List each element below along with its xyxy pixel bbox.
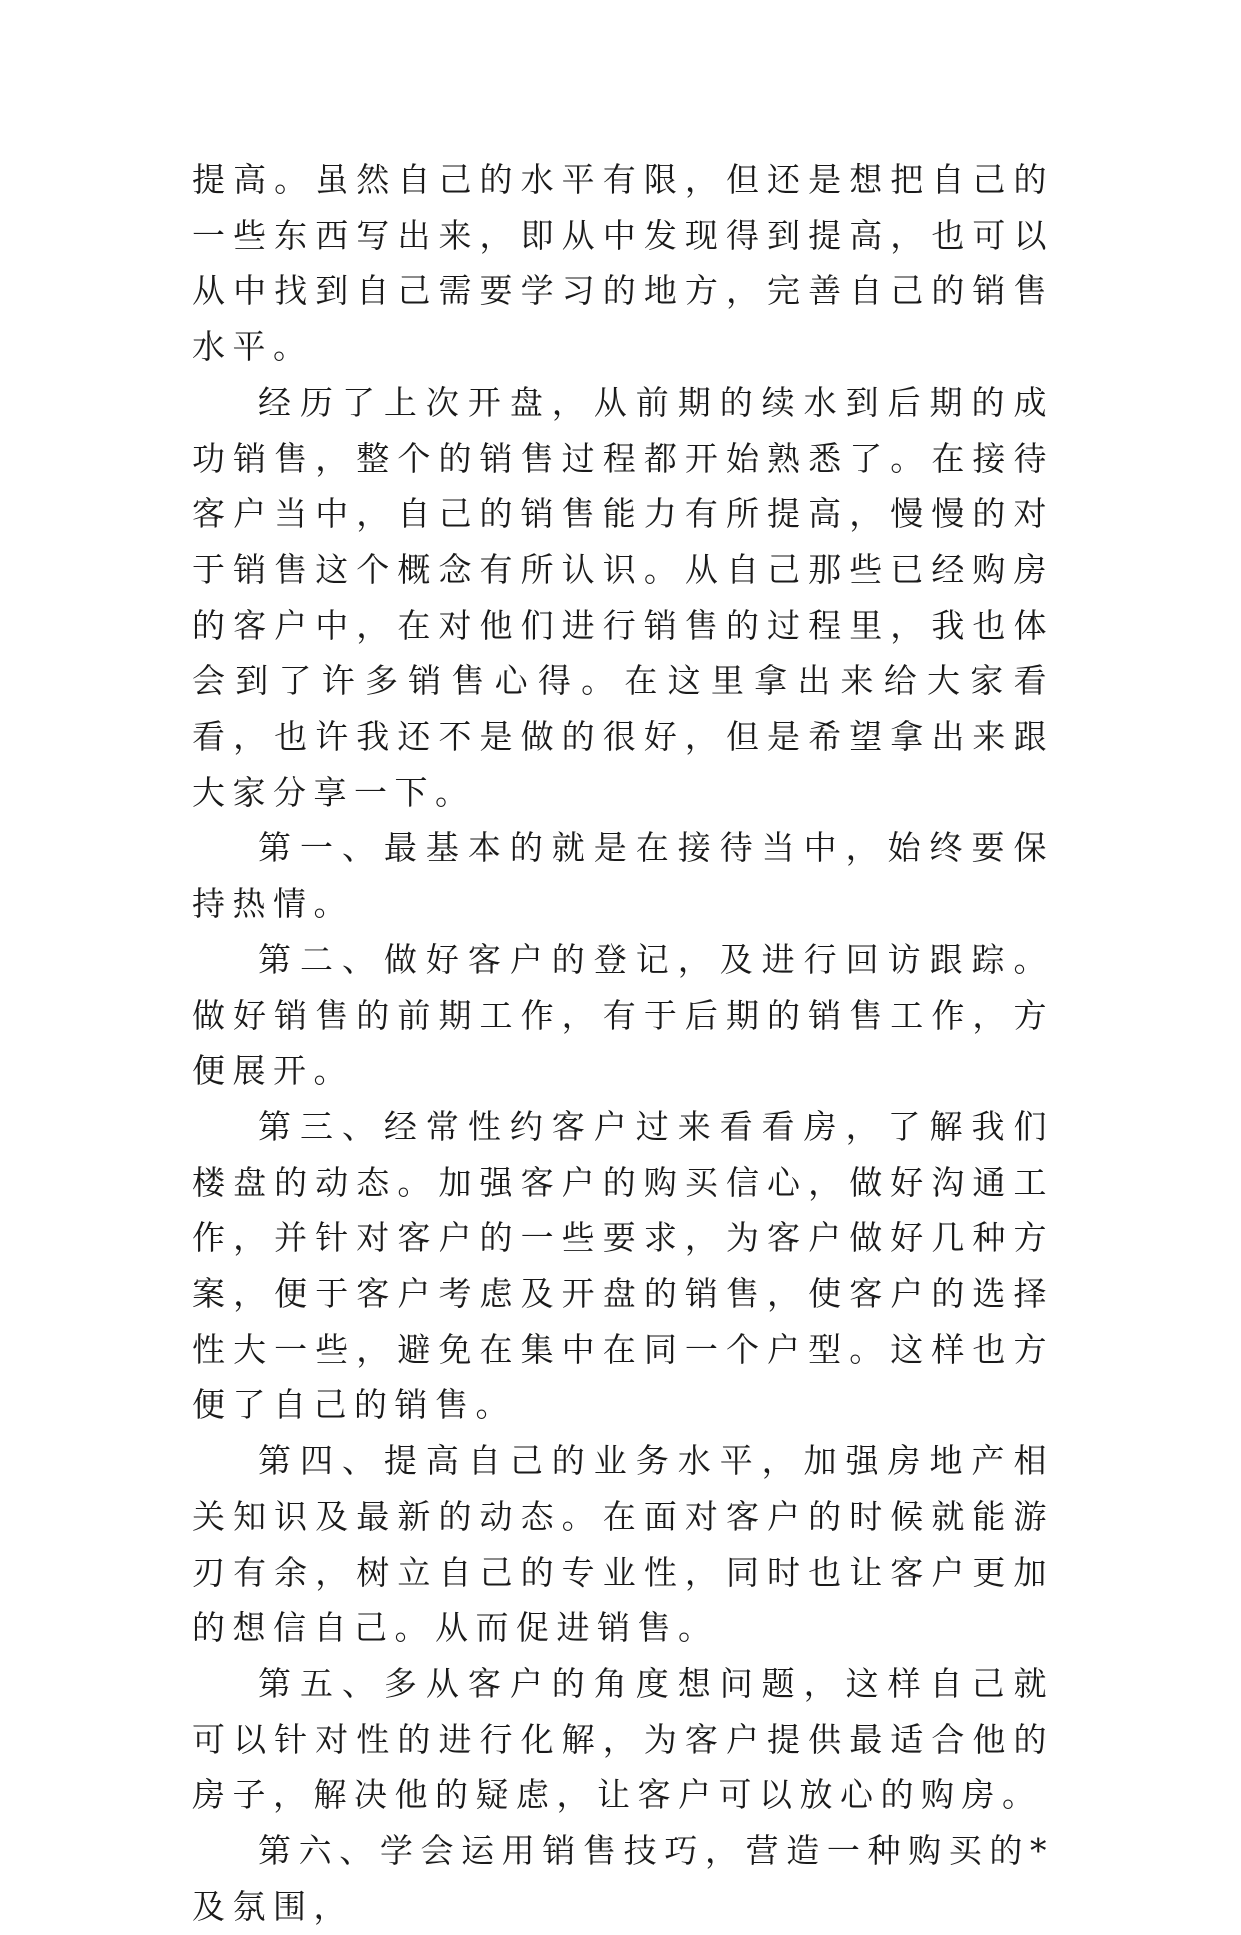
paragraph-1: 提高。虽然自己的水平有限，但还是想把自己的一些东西写出来，即从中发现得到提高，也可以从中找到自己需要学习的地方，完善自己的销售水平。 [192,160,1054,367]
paragraph-2: 经历了上次开盘，从前期的续水到后期的成功销售，整个的销售过程都开始熟悉了。在接待客户当中，自己的销售能力有所提高，慢慢的对于销售这个概念有所认识。从自己那些已经购房的客户中，在对他们进行销售的过程里，我也体会到了许多销售心得。在这里拿出来给大家看看，也许我还不是做的很好，但是希望拿出来跟大家分享一下。 [192,382,1054,812]
paragraph-7: 第五、多从客户的角度想问题，这样自己就可以针对性的进行化解，为客户提供最适合他的房子，解决他的疑虑，让客户可以放心的购房。 [192,1663,1054,1815]
paragraph-6: 第四、提高自己的业务水平，加强房地产相关知识及最新的动态。在面对客户的时候就能游刃有余，树立自己的专业性，同时也让客户更加的想信自己。从而促进销售。 [192,1441,1054,1648]
paragraph-8: 第六、学会运用销售技巧，营造一种购买的*及氛围， [192,1831,1054,1926]
body-text [192,152,1054,1935]
paragraph-4: 第二、做好客户的登记，及进行回访跟踪。做好销售的前期工作，有于后期的销售工作，方便展开。 [192,939,1054,1091]
paragraph-5: 第三、经常性约客户过来看看房，了解我们楼盘的动态。加强客户的购买信心，做好沟通工作，并针对客户的一些要求，为客户做好几种方案，便于客户考虑及开盘的销售，使客户的选择性大一些，避免在集中在同一个户型。这样也方便了自己的销售。 [192,1106,1054,1425]
paragraph-3: 第一、最基本的就是在接待当中，始终要保持热情。 [192,828,1054,924]
